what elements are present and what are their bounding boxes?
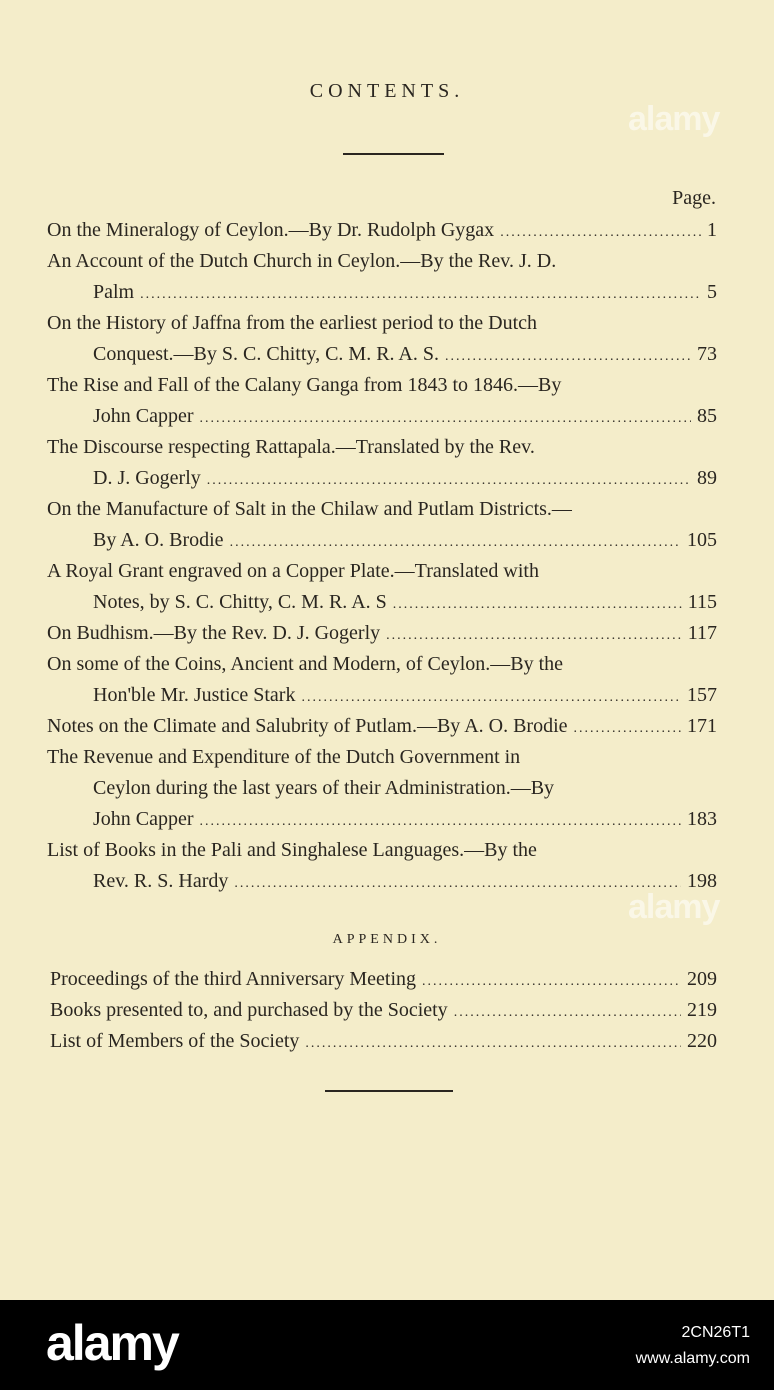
- dot-leader: [445, 341, 691, 372]
- contents-entry-line: [47, 742, 717, 773]
- watermark-logo: alamy: [628, 888, 720, 926]
- page-number: 171: [687, 715, 717, 737]
- entry-text: Hon'ble Mr. Justice Stark: [93, 684, 296, 706]
- page-number: 1: [707, 219, 717, 241]
- page-number: 73: [697, 343, 717, 365]
- dot-leader: [230, 527, 681, 558]
- contents-entry-line: [93, 463, 717, 494]
- dot-leader: [200, 806, 681, 837]
- contents-entry-line: [93, 804, 717, 835]
- entry-text: On some of the Coins, Ancient and Modern, of Ceylon.—By the: [47, 653, 564, 675]
- page-number: 219: [687, 999, 717, 1021]
- contents-entry-line: [47, 649, 717, 680]
- contents-entry-line: [47, 556, 717, 587]
- entry-text: The Revenue and Expenditure of the Dutch Government in: [47, 746, 521, 768]
- title-rule: [343, 153, 444, 155]
- dot-leader: [454, 997, 681, 1028]
- entry-text: John Capper: [93, 808, 194, 830]
- entry-text: List of Books in the Pali and Singhalese Languages.—By the: [47, 839, 537, 861]
- appendix-entry: [50, 995, 717, 1026]
- dot-leader: [305, 1028, 681, 1059]
- appendix-entry: [50, 1026, 717, 1057]
- page-number: 220: [687, 1030, 717, 1052]
- contents-entry-line: [93, 773, 717, 804]
- contents-entry-line: [47, 618, 717, 649]
- contents-entry-line: [47, 215, 717, 246]
- entry-text: By A. O. Brodie: [93, 529, 224, 551]
- contents-entry-line: [93, 587, 717, 618]
- page-number: 105: [687, 529, 717, 551]
- contents-entry-line: [47, 432, 717, 463]
- entry-text: Notes, by S. C. Chitty, C. M. R. A. S: [93, 591, 387, 613]
- dot-leader: [234, 868, 681, 899]
- page-number: 89: [697, 467, 717, 489]
- image-id: 2CN26T1: [681, 1324, 750, 1341]
- contents-entry-line: [47, 711, 717, 742]
- closing-rule: [325, 1090, 453, 1092]
- entry-text: List of Members of the Society: [50, 1030, 300, 1052]
- entry-text: Ceylon during the last years of their Administration.—By: [93, 777, 555, 799]
- entry-text: Conquest.—By S. C. Chitty, C. M. R. A. S.: [93, 343, 439, 365]
- entry-text: Palm: [93, 281, 135, 303]
- entry-text: D. J. Gogerly: [93, 467, 201, 489]
- entry-text: Books presented to, and purchased by the Society: [50, 999, 448, 1021]
- watermark-logo: alamy: [628, 100, 720, 138]
- contents-entry-line: [93, 339, 717, 370]
- appendix-heading: APPENDIX.: [332, 932, 442, 947]
- page-number: 85: [697, 405, 717, 427]
- entry-text: Proceedings of the third Anniversary Meeting: [50, 968, 417, 990]
- dot-leader: [422, 966, 681, 997]
- contents-entry-line: [93, 866, 717, 897]
- appendix-entry: [50, 964, 717, 995]
- contents-entry-line: [93, 680, 717, 711]
- page-number: 115: [687, 591, 717, 613]
- contents-entry-line: [47, 308, 717, 339]
- contents-title: CONTENTS.: [309, 80, 465, 102]
- entry-text: An Account of the Dutch Church in Ceylon.—By the Rev. J. D.: [47, 250, 557, 272]
- dot-leader: [140, 279, 701, 310]
- site-url: www.alamy.com: [635, 1350, 750, 1367]
- entry-text: Rev. R. S. Hardy: [93, 870, 229, 892]
- watermark-footer: [0, 1300, 774, 1390]
- entry-text: On the Manufacture of Salt in the Chilaw and Putlam Districts.—: [47, 498, 572, 520]
- dot-leader: [393, 589, 682, 620]
- entry-text: John Capper: [93, 405, 194, 427]
- entry-text: The Rise and Fall of the Calany Ganga from 1843 to 1846.—By: [47, 374, 562, 396]
- page-number: 157: [687, 684, 717, 706]
- dot-leader: [500, 217, 701, 248]
- entry-text: Notes on the Climate and Salubrity of Putlam.—By A. O. Brodie: [47, 715, 568, 737]
- dot-leader: [207, 465, 691, 496]
- dot-leader: [200, 403, 691, 434]
- alamy-logo: alamy: [46, 1315, 178, 1371]
- contents-entry-line: [47, 246, 717, 277]
- entry-text: A Royal Grant engraved on a Copper Plate.—Translated with: [47, 560, 539, 582]
- contents-entry-line: [93, 401, 717, 432]
- entry-text: On Budhism.—By the Rev. D. J. Gogerly: [47, 622, 381, 644]
- dot-leader: [574, 713, 681, 744]
- page-number: 5: [707, 281, 717, 303]
- entry-text: The Discourse respecting Rattapala.—Translated by the Rev.: [47, 436, 535, 458]
- contents-entry-line: [93, 277, 717, 308]
- contents-entry-line: [93, 525, 717, 556]
- page-column-label: Page.: [672, 187, 716, 209]
- contents-entry-line: [47, 835, 717, 866]
- entry-text: On the History of Jaffna from the earliest period to the Dutch: [47, 312, 538, 334]
- page-number: 183: [687, 808, 717, 830]
- page-number: 209: [687, 968, 717, 990]
- entry-text: On the Mineralogy of Ceylon.—By Dr. Rudolph Gygax: [47, 219, 495, 241]
- dot-leader: [386, 620, 682, 651]
- page-number: 198: [687, 870, 717, 892]
- contents-entry-line: [47, 494, 717, 525]
- page-number: 117: [687, 622, 717, 644]
- dot-leader: [301, 682, 681, 713]
- contents-entry-line: [47, 370, 717, 401]
